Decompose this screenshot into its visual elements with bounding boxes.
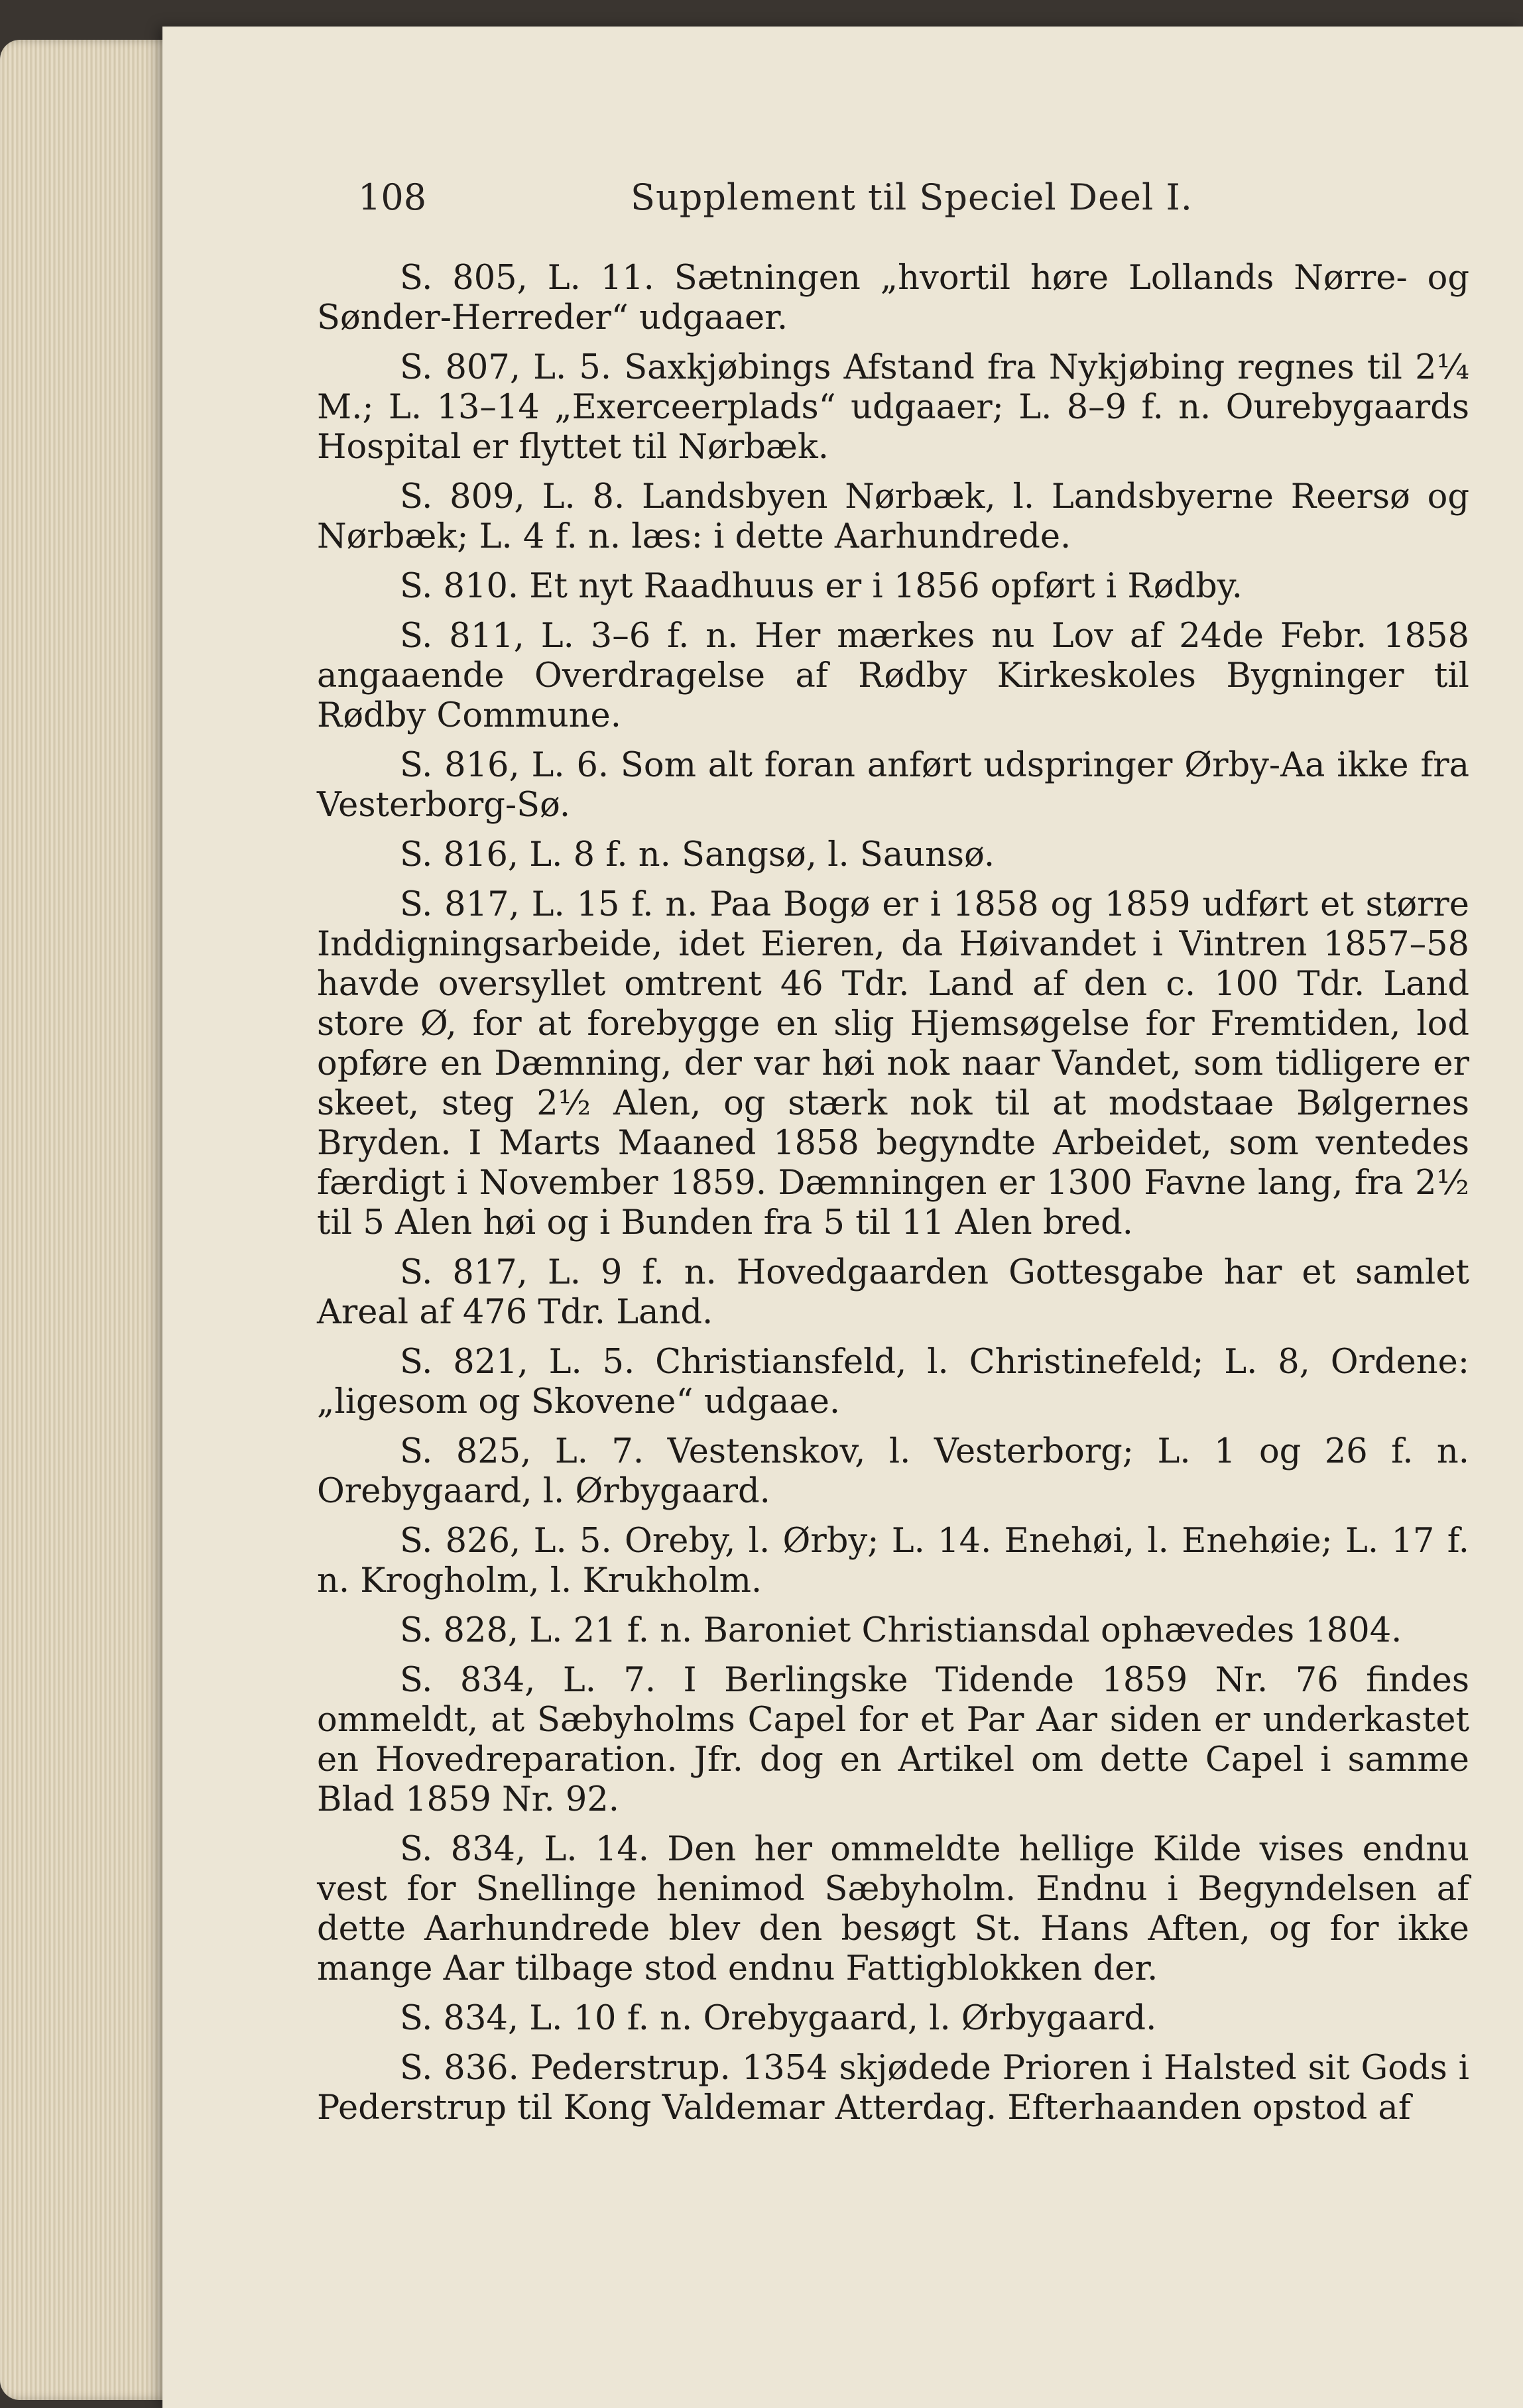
entry-s805: S. 805, L. 11. Sætningen „hvortil høre Lollands Nørre- og Sønder-Herreder“ udgaaer. bbox=[317, 259, 1469, 337]
entry-s807: S. 807, L. 5. Saxkjøbings Afstand fra Nykjøbing regnes til 2¼ M.; L. 13–14 „Exerceerplads“ udgaaer; L. 8–9 f. n. Ourebygaards Hospital er flyttet til Nørbæk. bbox=[317, 348, 1469, 467]
page-body bbox=[317, 259, 1469, 2367]
running-title: Supplement til Speciel Deel I. bbox=[631, 176, 1193, 218]
entry-s810: S. 810. Et nyt Raadhuus er i 1856 opført i Rødby. bbox=[400, 567, 1243, 606]
entry-s817-a: S. 817, L. 15 f. n. Paa Bogø er i 1858 og 1859 udført et større Inddigningsarbeide, idet Eieren, da Høivandet i Vintren 1857–58 havde oversyllet omtrent 46 Tdr. Land af den c. 100 Tdr. Land store Ø, for at forebygge en slig Hjemsøgelse for Fremtiden, lod opføre en Dæmning, der var høi nok naar Vandet, som tidligere er skeet, steg 2½ Alen, og stærk nok til at modstaae Bølgernes Bryden. I Marts Maaned 1858 begyndte Arbeidet, som ventedes færdigt i November 1859. Dæmningen er 1300 Favne lang, fra 2½ til 5 Alen høi og i Bunden fra 5 til 11 Alen bred. bbox=[317, 885, 1469, 1242]
entry-s809: S. 809, L. 8. Landsbyen Nørbæk, l. Landsbyerne Reersø og Nørbæk; L. 4 f. n. læs: i dette Aarhundrede. bbox=[317, 477, 1469, 556]
page-number: 108 bbox=[358, 176, 427, 218]
entry-s826: S. 826, L. 5. Oreby, l. Ørby; L. 14. Enehøi, l. Enehøie; L. 17 f. n. Krogholm, l. Krukholm. bbox=[317, 1522, 1469, 1600]
entry-s828: S. 828, L. 21 f. n. Baroniet Christiansdal ophævedes 1804. bbox=[400, 1611, 1402, 1650]
entry-s811: S. 811, L. 3–6 f. n. Her mærkes nu Lov af 24de Febr. 1858 angaaende Overdragelse af Rødby Kirkeskoles Bygninger til Rødby Commune. bbox=[317, 617, 1469, 735]
entry-s825: S. 825, L. 7. Vestenskov, l. Vesterborg; L. 1 og 26 f. n. Orebygaard, l. Ørbygaard. bbox=[317, 1432, 1469, 1511]
entry-s834-b: S. 834, L. 14. Den her ommeldte hellige Kilde vises endnu vest for Snellinge henimod Sæbyholm. Endnu i Begyndelsen af dette Aarhundrede blev den besøgt St. Hans Aften, og for ikke mange Aar tilbage stod endnu Fattigblokken der. bbox=[317, 1830, 1469, 1988]
entry-s834-c: S. 834, L. 10 f. n. Orebygaard, l. Ørbygaard. bbox=[400, 1999, 1157, 2038]
book-page-edges bbox=[0, 40, 176, 2400]
entry-s834-a: S. 834, L. 7. I Berlingske Tidende 1859 Nr. 76 findes ommeldt, at Sæbyholms Capel for et Par Aar siden er underkastet en Hovedreparation. Jfr. dog en Artikel om dette Capel i samme Blad 1859 Nr. 92. bbox=[317, 1661, 1469, 1819]
entry-s836: S. 836. Pederstrup. 1354 skjødede Prioren i Halsted sit Gods i Pederstrup til Kong Valdemar Atterdag. Efterhaanden opstod af bbox=[317, 2049, 1469, 2128]
entry-s816-a: S. 816, L. 6. Som alt foran anført udspringer Ørby-Aa ikke fra Vesterborg-Sø. bbox=[317, 746, 1469, 825]
entry-s816-b: S. 816, L. 8 f. n. Sangsø, l. Saunsø. bbox=[400, 835, 995, 874]
entry-s821: S. 821, L. 5. Christiansfeld, l. Christinefeld; L. 8, Ordene: „ligesom og Skovene“ udgaae. bbox=[317, 1343, 1469, 1421]
page-header bbox=[358, 176, 1465, 223]
entry-s817-b: S. 817, L. 9 f. n. Hovedgaarden Gottesgabe har et samlet Areal af 476 Tdr. Land. bbox=[317, 1253, 1469, 1332]
